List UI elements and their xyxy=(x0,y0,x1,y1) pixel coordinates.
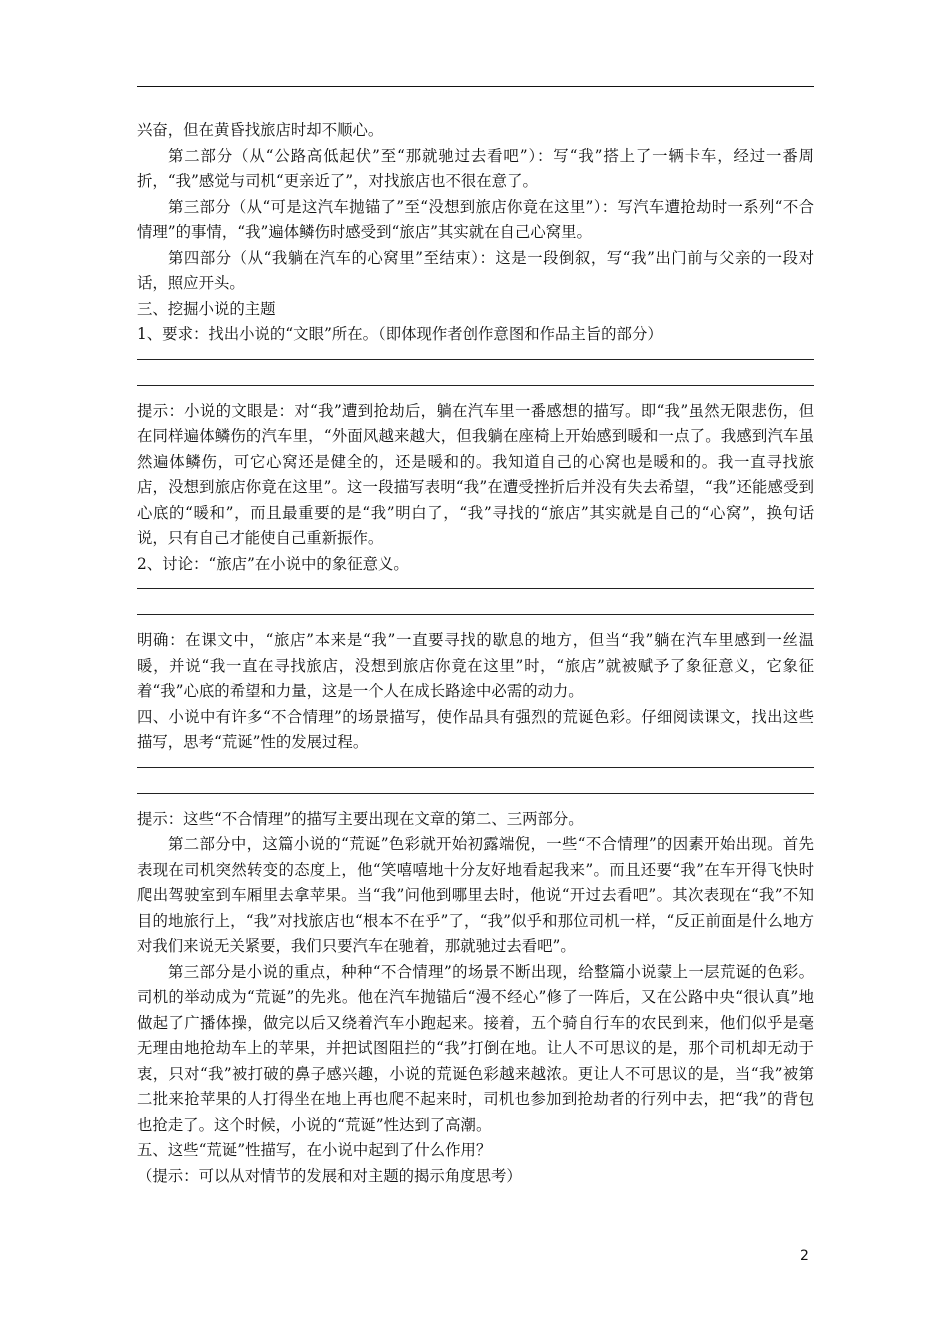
question: 1、要求：找出小说的“文眼”所在。（即体现作者创作意图和作品主旨的部分） xyxy=(137,325,663,343)
hint-paragraph: 提示：小说的文眼是：对“我”遭到抢劫后，躺在汽车里一番感想的描写。即“我”虽然无限悲伤，但在同样遍体鳞伤的汽车里，“外面风越来越大，但我躺在座椅上开始感到暖和一点了。我感到汽车虽然遍体鳞伤，可它心窝还是健全的，还是暖和的。我知道自己的心窝也是暖和的。我一直寻找旅店，没想到旅店你竟在这里”。这一段描写表明“我”在遭受挫折后并没有失去希望，“我”还能感受到心底的“暖和”，而且最重要的是“我”明白了，“我”寻找的“旅店”其实就是自己的“心窝”，换句话说，只有自己才能使自己重新振作。 xyxy=(137,401,814,547)
answer-lines xyxy=(137,577,814,628)
answer-lines xyxy=(137,348,814,399)
answer-line xyxy=(137,588,814,589)
header-rule xyxy=(137,86,814,87)
question: 五、这些“荒诞”性描写，在小说中起到了什么作用？ xyxy=(137,1141,492,1159)
page-number: 2 xyxy=(800,1248,809,1264)
paragraph: 第三部分（从“可是这汽车抛锚了”至“没想到旅店你竟在这里”）：写汽车遭抢劫时一系列“不合情理”的事情，“我”遍体鳞伤时感受到“旅店”其实就在自己心窝里。 xyxy=(137,197,814,241)
answer-lines xyxy=(137,756,814,807)
paragraph: 第三部分是小说的重点，种种“不合情理”的场景不断出现，给整篇小说蒙上一层荒诞的色彩。司机的举动成为“荒诞”的先兆。他在汽车抛锚后“漫不经心”修了一阵后，又在公路中央“很认真”地做起了广播体操，做完以后又绕着汽车小跑起来。接着，五个骑自行车的农民到来，他们似乎是毫无理由地抢劫车上的苹果，并把试图阻拦的“我”打倒在地。让人不可思议的是，那个司机却无动于衷，只对“我”被打破的鼻子感兴趣，小说的荒诞色彩越来越浓。更让人不可思议的是，当“我”被第二批来抢苹果的人打得坐在地上再也爬不起来时，司机也参加到抢劫者的行列中去，把“我”的背包也抢走了。这个时候，小说的“荒诞”性达到了高潮。 xyxy=(137,962,814,1134)
hint-paragraph: 提示：这些“不合情理”的描写主要出现在文章的第二、三两部分。 xyxy=(137,809,584,828)
answer-line xyxy=(137,767,814,768)
answer-line xyxy=(137,385,814,386)
section-heading: 三、挖掘小说的主题 xyxy=(137,299,276,318)
paragraph: 第四部分（从“我躺在汽车的心窝里”至结束）：这是一段倒叙，写“我”出门前与父亲的一段对话，照应开头。 xyxy=(137,248,814,292)
answer-line xyxy=(137,614,814,615)
answer-line xyxy=(137,793,814,794)
paragraph: 兴奋，但在黄昏找旅店时却不顺心。 xyxy=(137,121,384,139)
paragraph: 第二部分中，这篇小说的“荒诞”色彩就开始初露端倪，一些“不合情理”的因素开始出现。首先表现在司机突然转变的态度上，他“笑嘻嘻地十分友好地看起我来”。而且还要“我”在车开得飞快时爬出驾驶室到车厢里去拿苹果。当“我”问他到哪里去时，他说“开过去看吧”。其次表现在“我”不知目的地旅行上，“我”对找旅店也“根本不在乎”了，“我”似乎和那位司机一样，“反正前面是什么地方对我们来说无关紧要，我们只要汽车在驰着，那就驰过去看吧”。 xyxy=(137,835,814,955)
hint-paragraph: （提示：可以从对情节的发展和对主题的揭示角度思考） xyxy=(137,1166,522,1185)
answer-line xyxy=(137,359,814,360)
document-body xyxy=(137,118,814,1189)
paragraph: 第二部分（从“公路高低起伏”至“那就驰过去看吧”）：写“我”搭上了一辆卡车，经过一番周折，“我”感觉与司机“更亲近了”，对找旅店也不很在意了。 xyxy=(137,146,814,190)
question: 2、讨论：“旅店”在小说中的象征意义。 xyxy=(137,554,409,573)
answer-paragraph: 明确：在课文中，“旅店”本来是“我”一直要寻找的歇息的地方，但当“我”躺在汽车里感到一丝温暖，并说“我一直在寻找旅店，没想到旅店你竟在这里”时，“旅店”就被赋予了象征意义，它象征着“我”心底的希望和力量，这是一个人在成长路途中必需的动力。 xyxy=(137,631,814,700)
question: 四、小说中有许多“不合情理”的场景描写，使作品具有强烈的荒诞色彩。仔细阅读课文，找出这些描写，思考“荒诞”性的发展过程。 xyxy=(137,707,814,751)
